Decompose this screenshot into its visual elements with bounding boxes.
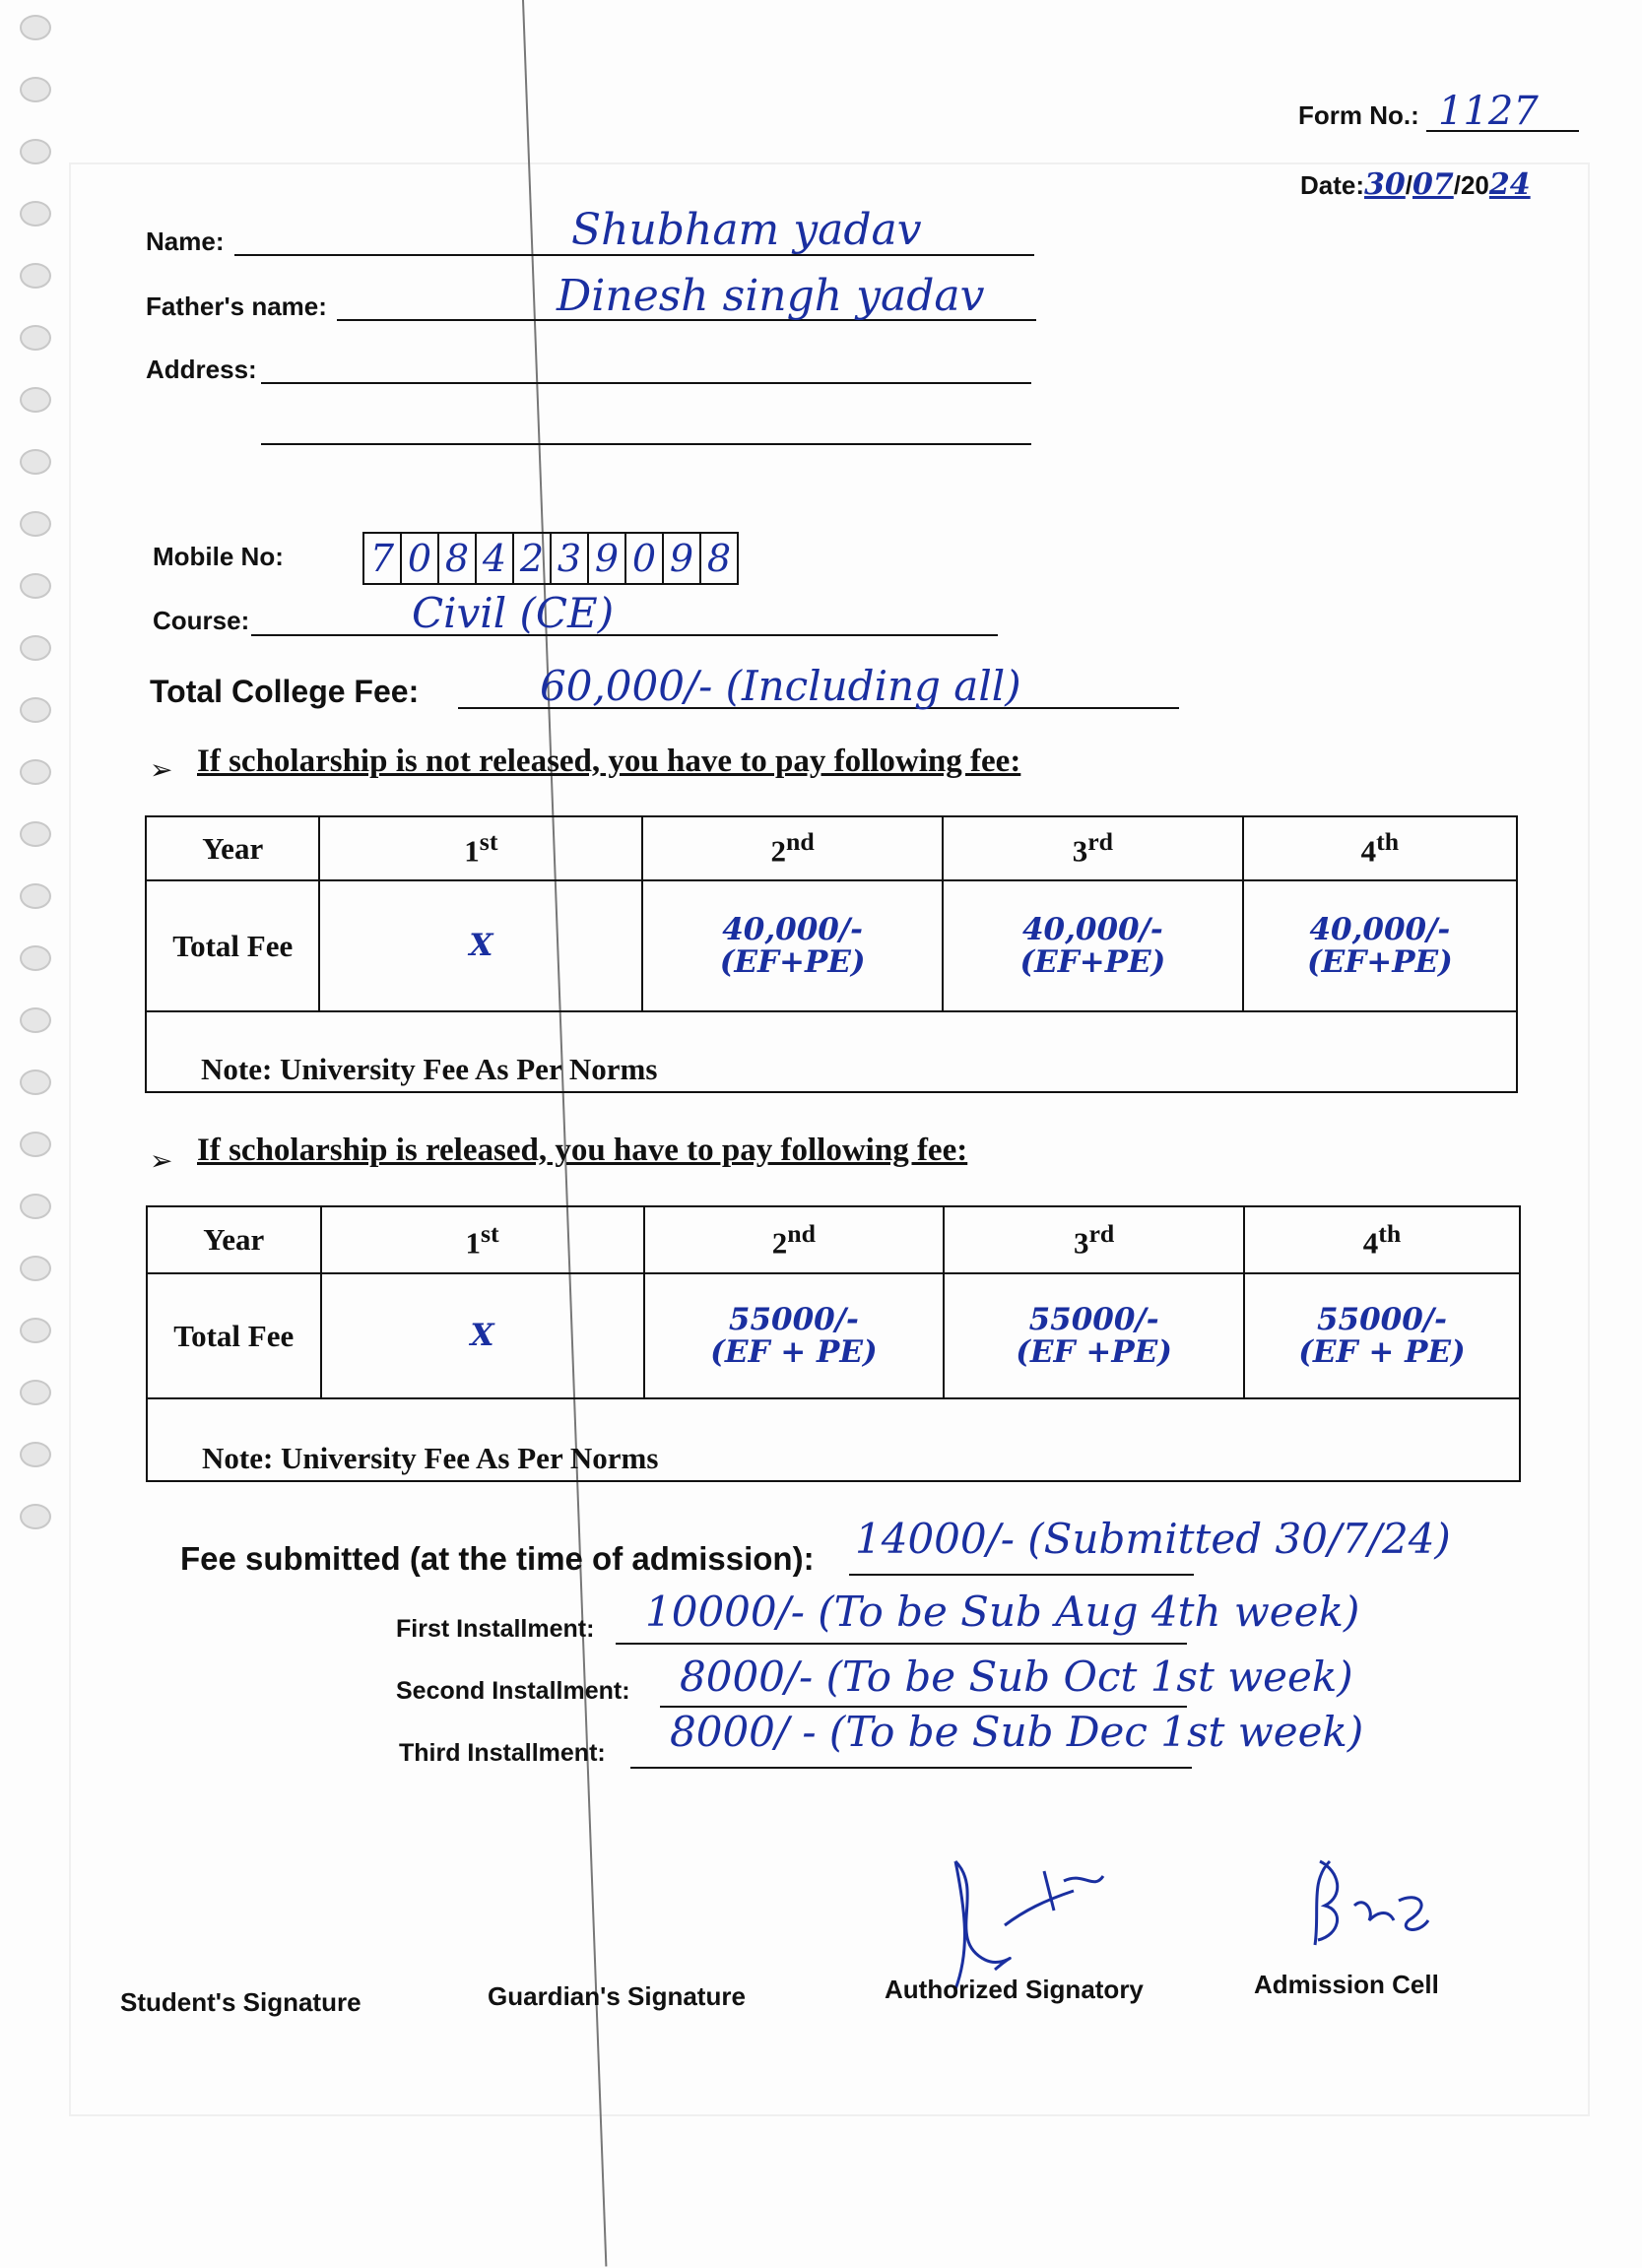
name-label: Name: [146, 227, 225, 256]
total-fee-row-label: Total Fee [147, 1273, 321, 1398]
year-2-header: 2nd [642, 816, 943, 880]
form-no-value: 1127 [1438, 89, 1539, 134]
fee-cell-year-2: 55000/- (EF + PE) [644, 1273, 945, 1398]
mobile-digit: 3 [550, 534, 587, 583]
date-field [1300, 167, 1531, 202]
bullet-arrow-icon: ➢ [150, 753, 173, 786]
third-installment-label: Third Installment: [399, 1739, 606, 1767]
course-value: Civil (CE) [412, 589, 615, 637]
second-installment-value: 8000/- (To be Sub Oct 1st week) [680, 1652, 1353, 1701]
fee-cell-year-4: 55000/- (EF + PE) [1244, 1273, 1520, 1398]
total-fee-label: Total College Fee: [150, 674, 420, 709]
admission-signature-scrawl [1300, 1851, 1448, 1960]
date-year-suffix: 24 [1488, 167, 1531, 202]
no-scholarship-fee-table [145, 815, 1518, 1093]
mobile-digit: 9 [662, 534, 699, 583]
no-scholarship-heading: If scholarship is not released, you have to pay following fee: [197, 744, 1021, 779]
guardian-signature-label: Guardian's Signature [488, 1981, 746, 2011]
mobile-digit: 9 [587, 534, 624, 583]
year-3-header: 3rd [944, 1206, 1244, 1273]
year-2-header: 2nd [644, 1206, 945, 1273]
fee-submitted-value: 14000/- (Submitted 30/7/24) [855, 1515, 1451, 1563]
mobile-digit-boxes [362, 532, 739, 585]
table-header-row [147, 1206, 1520, 1273]
mobile-digit: 4 [475, 534, 512, 583]
year-4-header: 4th [1243, 816, 1517, 880]
fee-cell-year-4: 40,000/- (EF+PE) [1243, 880, 1517, 1011]
fee-cell-year-3: 55000/- (EF +PE) [944, 1273, 1244, 1398]
table-note-row [146, 1011, 1517, 1092]
scholarship-fee-table [146, 1205, 1521, 1482]
mobile-digit: 7 [369, 537, 395, 580]
course-label: Course: [153, 606, 250, 635]
first-installment-value: 10000/- (To be Sub Aug 4th week) [645, 1588, 1360, 1636]
scholarship-heading: If scholarship is released, you have to pay following fee: [197, 1133, 968, 1168]
year-header: Year [146, 816, 319, 880]
fee-cell-year-2: 40,000/- (EF+PE) [642, 880, 943, 1011]
year-4-header: 4th [1244, 1206, 1520, 1273]
form-no-label: Form No.: [1298, 100, 1419, 130]
mobile-digit: 2 [512, 534, 550, 583]
first-installment-label: First Installment: [396, 1615, 595, 1643]
date-month: 07 [1412, 167, 1454, 202]
table-note: Note: University Fee As Per Norms [147, 1398, 1520, 1481]
bullet-arrow-icon: ➢ [150, 1144, 173, 1177]
date-separator: / [1405, 170, 1412, 200]
third-installment-value: 8000/ - (To be Sub Dec 1st week) [670, 1708, 1364, 1756]
mobile-label: Mobile No: [153, 542, 284, 571]
table-note-row [147, 1398, 1520, 1481]
mobile-digit: 8 [699, 534, 737, 583]
year-header: Year [147, 1206, 321, 1273]
course-line [251, 601, 998, 636]
table-note: Note: University Fee As Per Norms [146, 1011, 1517, 1092]
second-installment-label: Second Installment: [396, 1677, 630, 1705]
fee-submitted-label: Fee submitted (at the time of admission): [180, 1540, 815, 1577]
mobile-digit: 8 [437, 534, 475, 583]
table-header-row [146, 816, 1517, 880]
address-label: Address: [146, 355, 257, 384]
authorized-signatory-label: Authorized Signatory [885, 1975, 1144, 2004]
year-3-header: 3rd [943, 816, 1243, 880]
fee-cell-year-3: 40,000/- (EF+PE) [943, 880, 1243, 1011]
fee-cell-year-1: X [319, 880, 642, 1011]
fee-cell-year-1: X [321, 1273, 644, 1398]
table-row [147, 1273, 1520, 1398]
total-fee-value: 60,000/- (Including all) [540, 662, 1021, 710]
date-day: 30 [1364, 167, 1406, 202]
date-label: Date: [1300, 170, 1365, 200]
student-signature-label: Student's Signature [120, 1987, 361, 2017]
total-fee-row-label: Total Fee [146, 880, 319, 1011]
table-row [146, 880, 1517, 1011]
year-1-header: 1st [319, 816, 642, 880]
mobile-digit: 0 [624, 534, 662, 583]
address-line-1 [261, 347, 1031, 384]
father-value: Dinesh singh yadav [557, 271, 985, 321]
date-year-prefix: /20 [1453, 170, 1489, 200]
year-1-header: 1st [321, 1206, 644, 1273]
address-line-2 [261, 410, 1031, 445]
mobile-digit: 0 [400, 534, 437, 583]
admission-cell-label: Admission Cell [1254, 1970, 1439, 1999]
name-value: Shubham yadav [571, 205, 922, 255]
father-label: Father's name: [146, 292, 327, 321]
